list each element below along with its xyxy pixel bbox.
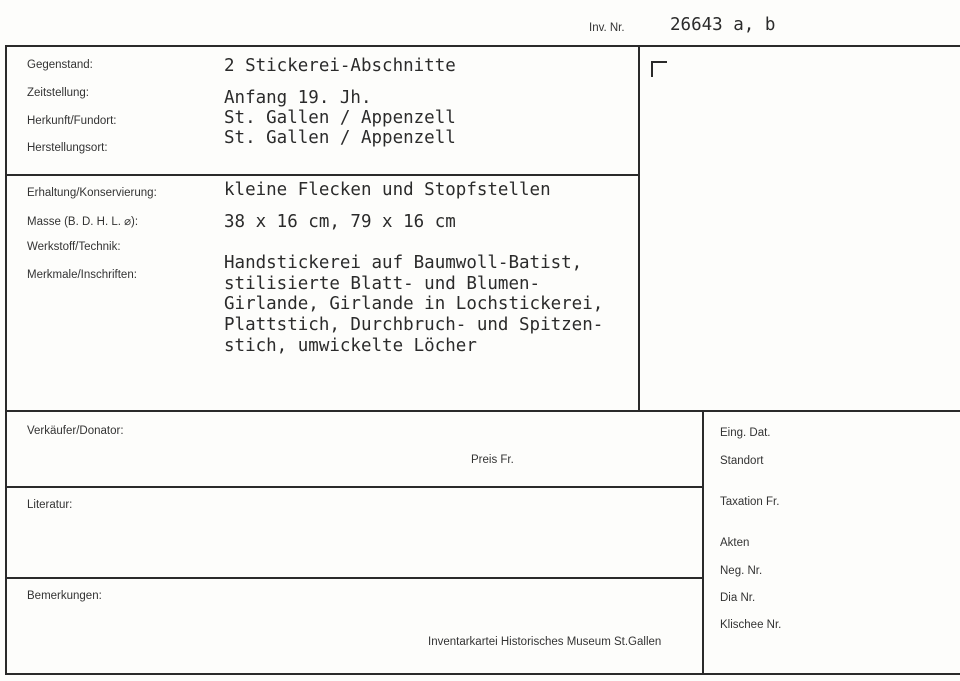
section-rule-1 [5,174,639,176]
herkunft-value: St. Gallen / Appenzell [224,108,456,128]
photo-corner-mark-h [651,61,667,63]
photo-corner-mark-v [651,61,653,77]
gegenstand-value: 2 Stickerei-Abschnitte [224,56,456,76]
herstellungsort-value: St. Gallen / Appenzell [224,128,456,148]
masse-value: 38 x 16 cm, 79 x 16 cm [224,212,456,232]
werkstoff-label: Werkstoff/Technik: [27,241,121,253]
footer-institution: Inventarkartei Historisches Museum St.Gallen [428,636,662,648]
masse-label: Masse (B. D. H. L. ⌀): [27,216,139,228]
inv-nr-value: 26643 a, b [670,15,776,35]
taxation-label: Taxation Fr. [720,496,780,508]
technik-line-4: Plattstich, Durchbruch- und Spitzen- [224,315,604,336]
merkmale-label: Merkmale/Inschriften: [27,269,137,281]
section-rule-3 [5,486,703,488]
erhaltung-label: Erhaltung/Konservierung: [27,187,157,199]
zeitstellung-value: Anfang 19. Jh. [224,88,372,108]
right-column-divider [702,410,704,674]
inv-nr-label: Inv. Nr. [589,22,625,34]
klischee-nr-label: Klischee Nr. [720,619,782,631]
preis-label: Preis Fr. [471,454,514,466]
eing-dat-label: Eing. Dat. [720,427,771,439]
standort-label: Standort [720,455,764,467]
literatur-label: Literatur: [27,499,73,511]
bemerkungen-label: Bemerkungen: [27,590,102,602]
herstellungsort-label: Herstellungsort: [27,142,108,154]
akten-label: Akten [720,537,750,549]
gegenstand-label: Gegenstand: [27,59,93,71]
dia-nr-label: Dia Nr. [720,592,756,604]
herkunft-label: Herkunft/Fundort: [27,115,117,127]
technik-line-1: Handstickerei auf Baumwoll-Batist, [224,253,583,273]
section-rule-4 [5,577,703,579]
neg-nr-label: Neg. Nr. [720,565,763,577]
bottom-border [5,673,960,675]
technik-line-5: stich, umwickelte Löcher [224,335,477,356]
technik-line-2: stilisierte Blatt- und Blumen- [224,273,541,294]
zeitstellung-label: Zeitstellung: [27,87,90,99]
header-rule [5,45,960,47]
verkaeufer-label: Verkäufer/Donator: [27,425,124,437]
left-border [5,45,7,675]
photo-box-divider [638,45,640,411]
technik-line-3: Girlande, Girlande in Lochstickerei, [224,294,604,315]
section-rule-2 [5,410,960,412]
erhaltung-value: kleine Flecken und Stopfstellen [224,180,551,200]
